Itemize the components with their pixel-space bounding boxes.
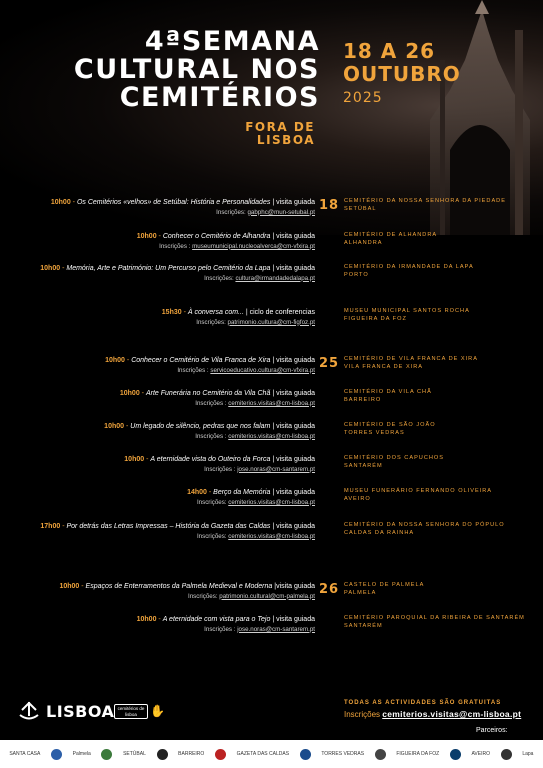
registration-email-link[interactable]: cemiterios.visitas@cm-lisboa.pt [382,709,522,719]
event-city: VILA FRANCA DE XIRA [344,363,423,370]
event-time: 17h00 [40,523,61,530]
event-description: A eternidade com vista para o Tejo [162,616,271,623]
event-registration [15,625,315,634]
partner-emblem-icon [101,749,112,760]
event-location [344,356,540,371]
event-day: 18 [319,198,340,213]
registration-label: Inscrições: [204,274,234,282]
event-city: CALDAS DA RAINHA [344,529,415,536]
event-description: Espaços de Enterramentos da Palmela Medieval e Moderna [85,583,273,590]
registration-label: Inscrições : [159,242,191,250]
event-city: SANTARÉM [344,622,383,629]
event-year: 2025 [343,90,383,106]
registration-email-link[interactable]: jose.noras@cm-santarem.pt [237,625,315,633]
event-description: À conversa com... [187,309,244,316]
event-time: 10h00 [136,233,157,240]
event-details [15,422,315,441]
event-registration [15,274,315,283]
event-registration [15,366,315,375]
event-city: PORTO [344,271,369,278]
event-location [344,615,540,630]
partner-emblem-icon [375,749,386,760]
registration-label: Inscrições [344,710,381,719]
registration-email-link[interactable]: servicoeducativo.cultura@cm-vfxira.pt [210,366,315,374]
partner-emblem-icon [501,749,512,760]
title-line: CEMITÉRIOS [119,82,320,113]
event-city: ALHANDRA [344,239,383,246]
event-location [344,455,540,470]
event-type: |visita guiada [274,583,315,590]
event-place: CEMITÉRIO DA NOSSA SENHORA DO PÓPULO [344,522,505,528]
lisboa-logo [18,700,114,722]
event-description: Por detrás das Letras Impressas – História da Gazeta das Caldas [66,523,271,530]
event-dash: - [156,616,163,623]
event-details [15,264,315,283]
title-line: CULTURAL NOS [73,54,320,85]
event-type: | visita guiada [272,390,315,397]
event-type: | visita guiada [272,489,315,496]
event-day: 25 [319,356,340,371]
event-dash: - [144,456,151,463]
event-time: 15h30 [161,309,182,316]
event-city: BARREIRO [344,396,382,403]
event-type: | visita guiada [272,423,315,430]
event-location [344,308,540,323]
event-place: CEMITÉRIO DE ALHANDRA [344,232,438,238]
event-registration [15,498,315,507]
event-dash: - [60,523,67,530]
event-registration [15,432,315,441]
event-details [15,522,315,541]
event-dash: - [181,309,188,316]
subtitle-line: FORA DE [245,120,315,134]
event-description: Arte Funerária no Cemitério da Vila Chã [145,390,271,397]
event-place: MUSEU FUNERÁRIO FERNANDO OLIVEIRA [344,488,492,494]
event-description: Um legado de silêncio, pedras que nos falam [130,423,271,430]
event-details [15,356,315,375]
event-details [15,389,315,408]
partners-strip [0,740,543,768]
event-place: CEMITÉRIO DA IRMANDADE DA LAPA [344,264,474,270]
registration-label: Inscrições: [196,318,226,326]
event-dash: - [60,265,67,272]
registration-label: Inscrições: [196,498,227,506]
event-type: | visita guiada [272,523,315,530]
event-dash: - [124,357,132,364]
partner-logo: Lapa [522,750,534,757]
event-details [15,308,315,327]
event-city: SANTARÉM [344,462,383,469]
event-type: | visita guiada [272,265,315,272]
event-details [15,455,315,474]
dates-line: OUTUBRO [343,62,461,86]
registration-label: Inscrições : [204,625,236,633]
event-time: 10h00 [50,199,71,206]
event-description: Os Cemitérios «velhos» de Setúbal: História e Personalidades [76,199,271,206]
event-dash: - [79,583,86,590]
event-city: PALMELA [344,589,377,596]
event-type: | visita guiada [272,456,315,463]
partners-label: Parceiros: [476,727,508,734]
event-day: 26 [319,582,340,597]
partner-emblem-icon [157,749,168,760]
event-dash: - [206,489,214,496]
registration-label: Inscrições: [196,532,227,540]
event-city: FIGUEIRA DA FOZ [344,315,407,322]
logo-text: LISBOA [46,701,115,721]
registration-email-link[interactable]: patrimonio.cultural@cm-palmela.pt [219,592,315,600]
registration-label: Inscrições: [216,208,246,216]
event-location [344,264,540,279]
event-description: Memória, Arte e Património: Um Percurso pelo Cemitério da Lapa [66,265,271,272]
partner-logo: FIGUEIRA DA FOZ [396,750,440,757]
registration-email-link[interactable]: cemiterios.visitas@cm-lisboa.pt [228,432,315,440]
event-registration [15,208,315,217]
event-details [15,198,315,217]
event-description: A eternidade vista do Outeiro da Forca [150,456,271,463]
event-location [344,488,540,503]
registration-email-link[interactable]: jose.noras@cm-santarem.pt [237,465,315,473]
event-type: | ciclo de conferencias [245,309,315,316]
registration-email-link[interactable]: museumunicipal.nucleoalverca@cm-vfxira.pt [192,242,315,250]
event-city: AVEIRO [344,495,371,502]
hands-icon: ✋ [150,704,165,718]
event-registration [15,318,315,327]
event-time: 10h00 [119,390,140,397]
event-city: SETÚBAL [344,205,377,212]
event-time: 10h00 [105,357,125,364]
event-dash: - [139,390,146,397]
partner-emblem-icon [51,749,62,760]
dates-line: 18 A 26 [343,39,436,63]
event-time: 10h00 [40,265,61,272]
event-dash: - [124,423,131,430]
event-place: CEMITÉRIO DE SÃO JOÃO [344,422,436,428]
partner-logo: GAZETA DAS CALDAS [236,750,290,757]
event-details [15,232,315,251]
event-place: MUSEU MUNICIPAL SANTOS ROCHA [344,308,470,314]
partner-emblem-icon [215,749,226,760]
partner-logo: SETÚBAL [123,750,146,757]
free-notice: TODAS AS ACTIVIDADES SÃO GRATUITAS [344,700,502,706]
partner-logo: SANTA CASA [9,750,41,757]
partner-emblem-icon [300,749,311,760]
event-location [344,522,540,537]
title-line: 4ªSEMANA [144,26,320,57]
partner-logo: TORRES VEDRAS [321,750,365,757]
event-registration [15,399,315,408]
event-time: 10h00 [104,423,125,430]
event-time: 14h00 [187,489,207,496]
event-type: | visita guiada [272,199,315,206]
cemiterios-logo: cemitérios de lisboa [114,704,148,719]
event-place: CEMITÉRIO DE VILA FRANCA DE XIRA [344,356,478,362]
partner-logo: BARREIRO [178,750,205,757]
registration-label: Inscrições : [195,399,227,407]
ship-icon [18,700,40,722]
partner-emblem-icon [450,749,461,760]
event-type: | visita guiada [272,357,315,364]
event-registration [15,465,315,474]
event-dash: - [70,199,77,206]
event-place: CEMITÉRIO DA VILA CHÃ [344,389,432,395]
event-city: TORRES VEDRAS [344,429,405,436]
event-registration [15,532,315,541]
event-description: Berço da Memória [213,489,271,496]
event-registration [15,242,315,251]
event-dash: - [156,233,163,240]
event-location [344,389,540,404]
event-time: 10h00 [136,616,157,623]
event-title [40,28,320,112]
partner-logo: AVEIRO [471,750,490,757]
event-place: CEMITÉRIO DA NOSSA SENHORA DA PIEDADE [344,198,506,204]
event-location [344,232,540,247]
partner-logo: Palmela [72,750,91,757]
registration-contact [344,709,521,719]
event-location [344,198,540,213]
registration-email-link[interactable]: cemiterios.visitas@cm-lisboa.pt [228,532,315,540]
registration-email-link[interactable]: cemiterios.visitas@cm-lisboa.pt [228,498,315,506]
event-description: Conhecer o Cemitério de Alhandra [162,233,271,240]
event-time: 10h00 [124,456,145,463]
event-details [15,582,315,601]
registration-label: Inscrições : [195,432,227,440]
event-time: 10h00 [59,583,80,590]
event-dates [343,40,461,86]
event-location [344,582,540,597]
event-registration [15,592,315,601]
event-place: CEMITÉRIO DOS CAPUCHOS [344,455,445,461]
event-details [15,615,315,634]
event-details [15,488,315,507]
event-place: CEMITÉRIO PAROQUIAL DA RIBEIRA DE SANTARÉM [344,615,525,621]
registration-email-link[interactable]: patrimonio.cultura@cm-figfoz.pt [227,318,315,326]
subtitle-line: LISBOA [256,133,315,147]
event-place: CASTELO DE PALMELA [344,582,425,588]
event-type: | visita guiada [272,616,315,623]
registration-label: Inscrições: [187,592,218,600]
subtitle [200,121,315,147]
registration-label: Inscrições : [177,366,209,374]
registration-email-link[interactable]: cultura@irmandadedalapa.pt [235,274,315,282]
event-description: Conhecer o Cemitério de Vila Franca de Xira [131,357,271,364]
registration-label: Inscrições : [204,465,236,473]
registration-email-link[interactable]: gabphc@mun-setubal.pt [247,208,315,216]
event-location [344,422,540,437]
registration-email-link[interactable]: cemiterios.visitas@cm-lisboa.pt [228,399,315,407]
event-type: | visita guiada [272,233,315,240]
